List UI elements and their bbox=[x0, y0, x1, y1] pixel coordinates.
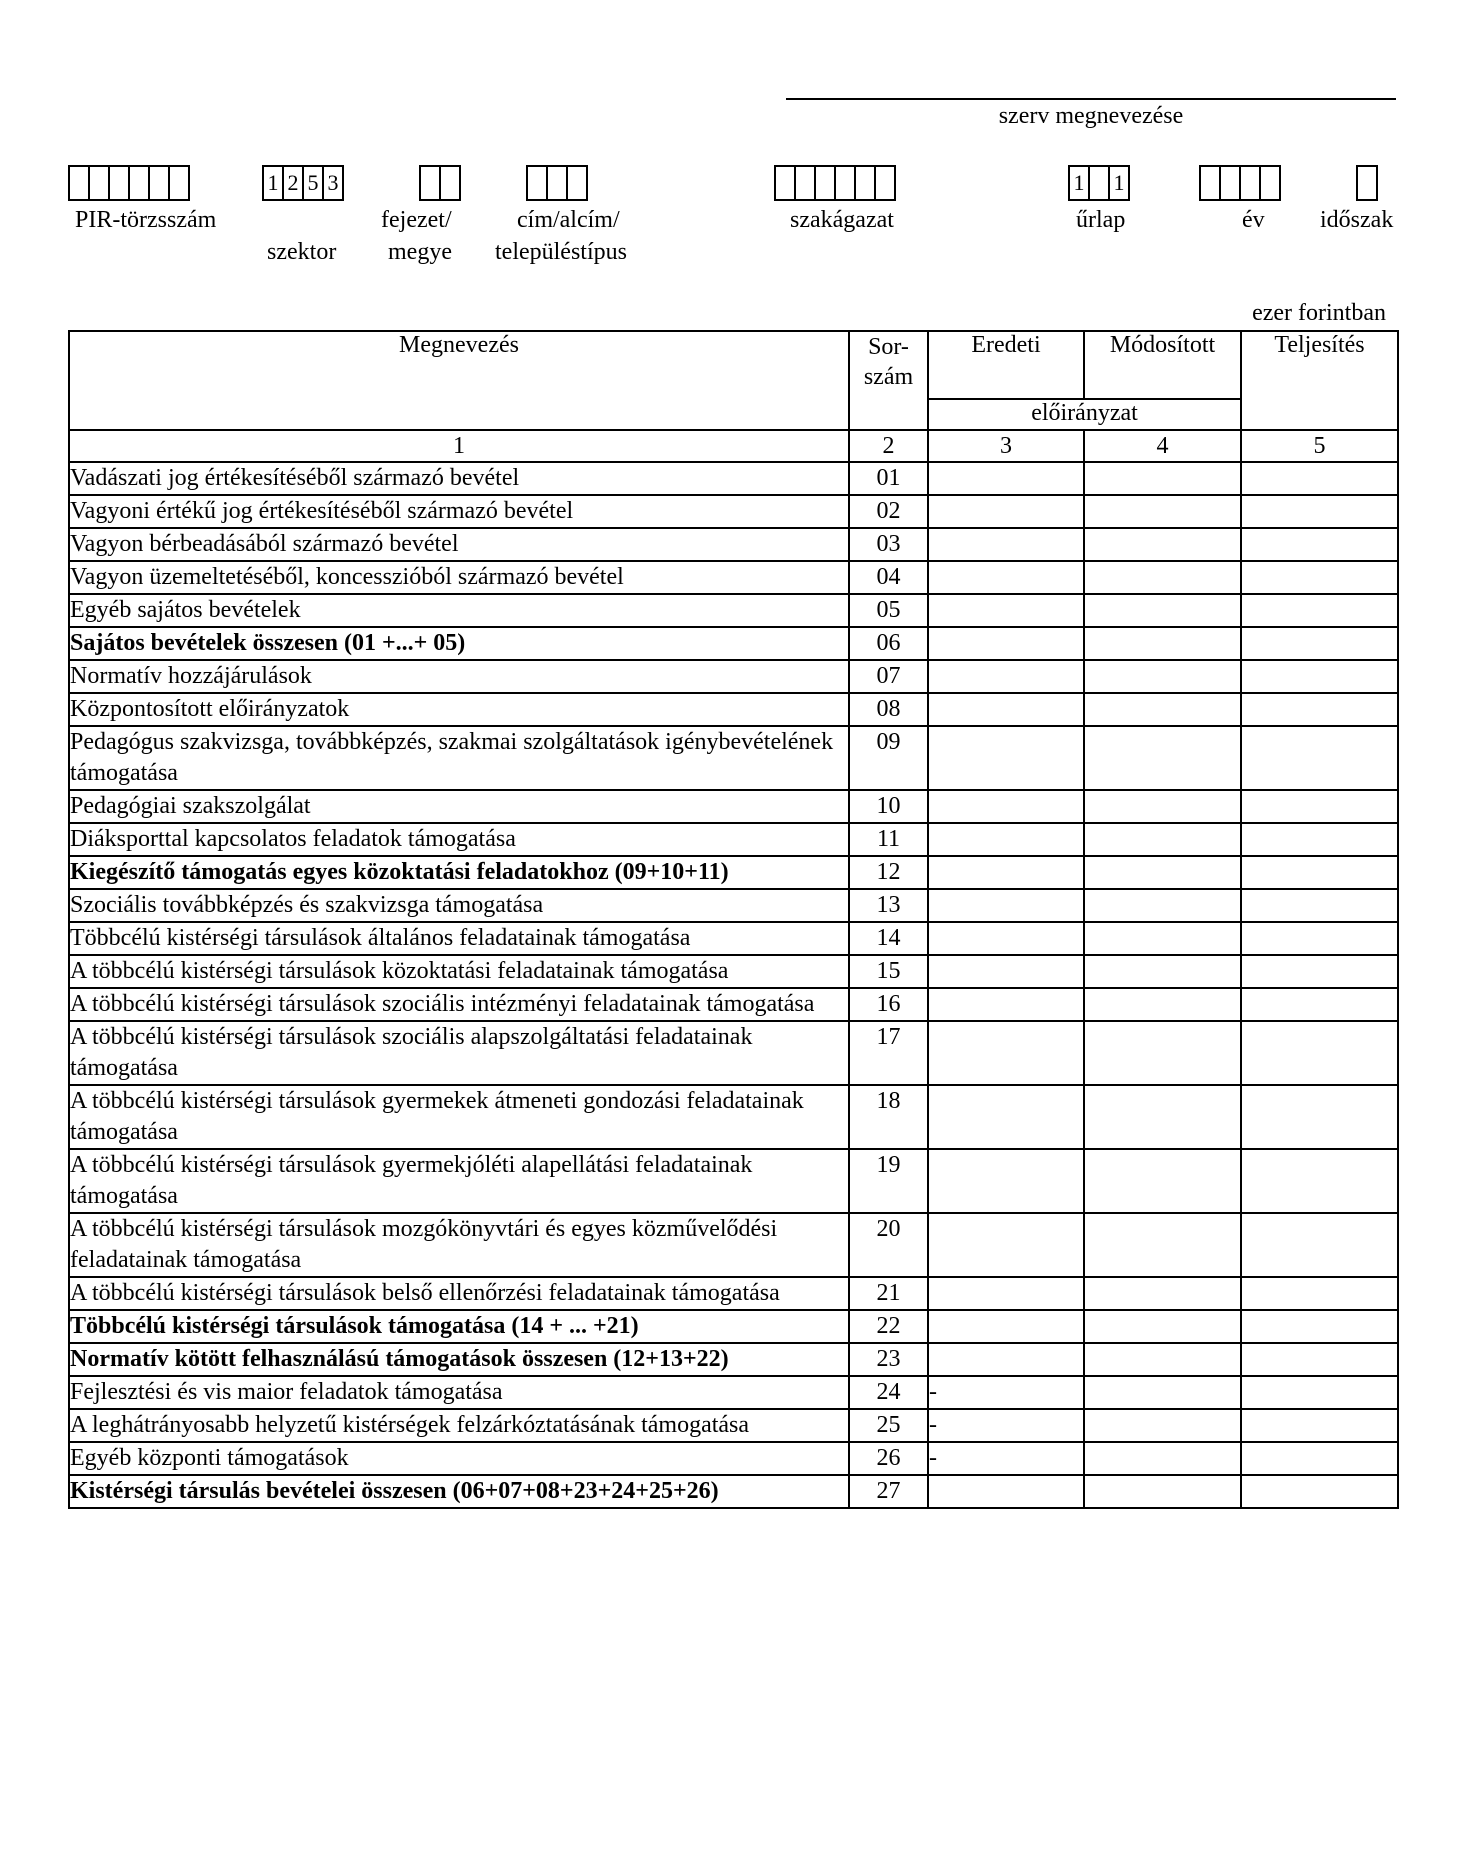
cell-modified[interactable] bbox=[1084, 1310, 1241, 1343]
row-number: 02 bbox=[849, 495, 928, 528]
year-boxes[interactable] bbox=[1199, 165, 1281, 201]
table-row bbox=[69, 528, 1398, 561]
row-number: 07 bbox=[849, 660, 928, 693]
sector-digit-box[interactable]: 1 bbox=[262, 165, 284, 201]
cell-performance[interactable] bbox=[1241, 1475, 1398, 1508]
cell-modified[interactable] bbox=[1084, 1376, 1241, 1409]
row-number: 27 bbox=[849, 1475, 928, 1508]
row-number: 18 bbox=[849, 1085, 928, 1149]
table-row bbox=[69, 1021, 1398, 1085]
row-name: Egyéb központi támogatások bbox=[69, 1442, 849, 1475]
cell-original[interactable] bbox=[928, 528, 1084, 561]
row-name: Többcélú kistérségi társulások általános feladatainak támogatása bbox=[69, 922, 849, 955]
cell-original[interactable] bbox=[928, 594, 1084, 627]
row-number: 09 bbox=[849, 726, 928, 790]
cell-original[interactable] bbox=[928, 1085, 1084, 1149]
cell-modified[interactable] bbox=[1084, 790, 1241, 823]
branch-digit-box[interactable] bbox=[834, 165, 856, 201]
table-row bbox=[69, 1475, 1398, 1508]
cell-original[interactable]: - bbox=[928, 1376, 1084, 1409]
cell-modified[interactable] bbox=[1084, 726, 1241, 790]
row-number: 21 bbox=[849, 1277, 928, 1310]
cell-performance[interactable] bbox=[1241, 1409, 1398, 1442]
table-row bbox=[69, 988, 1398, 1021]
col-header-name: Megnevezés bbox=[69, 331, 849, 430]
row-name: Vagyoni értékű jog értékesítéséből származó bevétel bbox=[69, 495, 849, 528]
cell-performance[interactable] bbox=[1241, 856, 1398, 889]
form-digit-box[interactable] bbox=[1088, 165, 1110, 201]
table-row bbox=[69, 1149, 1398, 1213]
row-number: 06 bbox=[849, 627, 928, 660]
cell-original[interactable] bbox=[928, 1343, 1084, 1376]
period-label: időszak bbox=[1320, 207, 1394, 233]
cell-performance[interactable] bbox=[1241, 660, 1398, 693]
row-name: Pedagógiai szakszolgálat bbox=[69, 790, 849, 823]
title-label-1: cím/alcím/ bbox=[517, 207, 620, 233]
row-name: Egyéb sajátos bevételek bbox=[69, 594, 849, 627]
row-name: A többcélú kistérségi társulások belső ellenőrzési feladatainak támogatása bbox=[69, 1277, 849, 1310]
row-name: A többcélú kistérségi társulások gyermekjóléti alapellátási feladatainak támogatása bbox=[69, 1149, 849, 1213]
table-row bbox=[69, 561, 1398, 594]
cell-performance[interactable] bbox=[1241, 594, 1398, 627]
cell-performance[interactable] bbox=[1241, 1343, 1398, 1376]
cell-modified[interactable] bbox=[1084, 1021, 1241, 1085]
row-number: 19 bbox=[849, 1149, 928, 1213]
branch-digit-box[interactable] bbox=[794, 165, 816, 201]
row-number: 16 bbox=[849, 988, 928, 1021]
title-digit-box[interactable] bbox=[526, 165, 548, 201]
table-row bbox=[69, 1409, 1398, 1442]
sector-boxes[interactable] bbox=[262, 165, 344, 201]
row-name: A többcélú kistérségi társulások mozgókönyvtári és egyes közművelődési feladatainak támogatása bbox=[69, 1213, 849, 1277]
row-number: 13 bbox=[849, 889, 928, 922]
org-name-label: szerv megnevezése bbox=[998, 103, 1184, 129]
title-digit-box[interactable] bbox=[566, 165, 588, 201]
cell-modified[interactable] bbox=[1084, 561, 1241, 594]
row-name: Pedagógus szakvizsga, továbbképzés, szakmai szolgáltatások igénybevételének támogatása bbox=[69, 726, 849, 790]
cell-performance[interactable] bbox=[1241, 495, 1398, 528]
row-number: 03 bbox=[849, 528, 928, 561]
row-name: A többcélú kistérségi társulások szociális intézményi feladatainak támogatása bbox=[69, 988, 849, 1021]
cell-original[interactable] bbox=[928, 1310, 1084, 1343]
row-name: Vadászati jog értékesítéséből származó bevétel bbox=[69, 462, 849, 495]
table-row bbox=[69, 462, 1398, 495]
col-header-original: Eredeti bbox=[928, 331, 1084, 399]
cell-original[interactable] bbox=[928, 726, 1084, 790]
row-number: 05 bbox=[849, 594, 928, 627]
cell-performance[interactable] bbox=[1241, 627, 1398, 660]
sector-digit-box[interactable]: 5 bbox=[302, 165, 324, 201]
col-number: 2 bbox=[849, 430, 928, 462]
cell-performance[interactable] bbox=[1241, 955, 1398, 988]
cell-original[interactable] bbox=[928, 1213, 1084, 1277]
year-digit-box[interactable] bbox=[1239, 165, 1261, 201]
sector-digit-box[interactable]: 2 bbox=[282, 165, 304, 201]
row-number: 12 bbox=[849, 856, 928, 889]
cell-original[interactable] bbox=[928, 856, 1084, 889]
table-row bbox=[69, 726, 1398, 790]
row-name: Kistérségi társulás bevételei összesen (06+07+08+23+24+25+26) bbox=[69, 1475, 849, 1508]
row-number: 22 bbox=[849, 1310, 928, 1343]
branch-boxes[interactable] bbox=[774, 165, 896, 201]
row-number: 15 bbox=[849, 955, 928, 988]
period-digit-box[interactable] bbox=[1356, 165, 1378, 201]
col-number: 5 bbox=[1241, 430, 1398, 462]
cell-original[interactable] bbox=[928, 660, 1084, 693]
table-row bbox=[69, 495, 1398, 528]
chapter-label-2: megye bbox=[388, 239, 452, 265]
table-row bbox=[69, 823, 1398, 856]
cell-performance[interactable] bbox=[1241, 1442, 1398, 1475]
cell-performance[interactable] bbox=[1241, 462, 1398, 495]
row-name: Normatív kötött felhasználású támogatások összesen (12+13+22) bbox=[69, 1343, 849, 1376]
cell-performance[interactable] bbox=[1241, 1376, 1398, 1409]
row-name: A leghátrányosabb helyzetű kistérségek felzárkóztatásának támogatása bbox=[69, 1409, 849, 1442]
row-name: Fejlesztési és vis maior feladatok támogatása bbox=[69, 1376, 849, 1409]
title-digit-box[interactable] bbox=[546, 165, 568, 201]
branch-digit-box[interactable] bbox=[854, 165, 876, 201]
form-digit-box[interactable]: 1 bbox=[1108, 165, 1130, 201]
table-row bbox=[69, 1085, 1398, 1149]
cell-modified[interactable] bbox=[1084, 856, 1241, 889]
row-name: Diáksporttal kapcsolatos feladatok támogatása bbox=[69, 823, 849, 856]
cell-performance[interactable] bbox=[1241, 726, 1398, 790]
cell-modified[interactable] bbox=[1084, 1213, 1241, 1277]
row-number: 24 bbox=[849, 1376, 928, 1409]
col-header-num-text: Sor-szám bbox=[863, 334, 914, 390]
table-row bbox=[69, 627, 1398, 660]
cell-performance[interactable] bbox=[1241, 1085, 1398, 1149]
table-row bbox=[69, 922, 1398, 955]
table-row bbox=[69, 889, 1398, 922]
cell-original[interactable] bbox=[928, 1277, 1084, 1310]
year-label: év bbox=[1242, 207, 1265, 233]
form-digit-box[interactable]: 1 bbox=[1068, 165, 1090, 201]
table-row bbox=[69, 1277, 1398, 1310]
row-number: 25 bbox=[849, 1409, 928, 1442]
row-number: 17 bbox=[849, 1021, 928, 1085]
cell-original[interactable] bbox=[928, 955, 1084, 988]
cell-original[interactable] bbox=[928, 922, 1084, 955]
cell-modified[interactable] bbox=[1084, 528, 1241, 561]
row-number: 11 bbox=[849, 823, 928, 856]
col-number: 4 bbox=[1084, 430, 1241, 462]
row-number: 23 bbox=[849, 1343, 928, 1376]
cell-performance[interactable] bbox=[1241, 823, 1398, 856]
cell-original[interactable] bbox=[928, 561, 1084, 594]
cell-modified[interactable] bbox=[1084, 1277, 1241, 1310]
cell-modified[interactable] bbox=[1084, 889, 1241, 922]
cell-performance[interactable] bbox=[1241, 922, 1398, 955]
col-header-performance: Teljesítés bbox=[1241, 331, 1398, 430]
row-name: A többcélú kistérségi társulások gyermekek átmeneti gondozási feladatainak támogatása bbox=[69, 1085, 849, 1149]
col-number: 3 bbox=[928, 430, 1084, 462]
row-name: A többcélú kistérségi társulások szociális alapszolgáltatási feladatainak támogatása bbox=[69, 1021, 849, 1085]
org-name-line[interactable] bbox=[786, 98, 1396, 100]
table-row bbox=[69, 1442, 1398, 1475]
table-row bbox=[69, 594, 1398, 627]
cell-modified[interactable] bbox=[1084, 462, 1241, 495]
cell-original[interactable]: - bbox=[928, 1442, 1084, 1475]
table-row bbox=[69, 790, 1398, 823]
sector-digit-box[interactable]: 3 bbox=[322, 165, 344, 201]
pir-digit-box[interactable] bbox=[168, 165, 190, 201]
table-row bbox=[69, 1213, 1398, 1277]
col-header-group: előirányzat bbox=[928, 399, 1241, 430]
cell-performance[interactable] bbox=[1241, 1149, 1398, 1213]
cell-original[interactable] bbox=[928, 823, 1084, 856]
form-label: űrlap bbox=[1076, 207, 1126, 233]
cell-performance[interactable] bbox=[1241, 1021, 1398, 1085]
cell-modified[interactable] bbox=[1084, 1149, 1241, 1213]
cell-performance[interactable] bbox=[1241, 561, 1398, 594]
branch-digit-box[interactable] bbox=[774, 165, 796, 201]
row-number: 01 bbox=[849, 462, 928, 495]
branch-label: szakágazat bbox=[790, 207, 894, 233]
cell-performance[interactable] bbox=[1241, 790, 1398, 823]
pir-digit-box[interactable] bbox=[68, 165, 90, 201]
cell-modified[interactable] bbox=[1084, 922, 1241, 955]
row-name: Vagyon üzemeltetéséből, koncesszióból származó bevétel bbox=[69, 561, 849, 594]
branch-digit-box[interactable] bbox=[814, 165, 836, 201]
pir-boxes[interactable] bbox=[68, 165, 190, 201]
cell-performance[interactable] bbox=[1241, 528, 1398, 561]
table-row bbox=[69, 1343, 1398, 1376]
title-boxes[interactable] bbox=[526, 165, 588, 201]
table-row bbox=[69, 693, 1398, 726]
cell-performance[interactable] bbox=[1241, 889, 1398, 922]
cell-modified[interactable] bbox=[1084, 1475, 1241, 1508]
cell-modified[interactable] bbox=[1084, 955, 1241, 988]
cell-modified[interactable] bbox=[1084, 1409, 1241, 1442]
pir-digit-box[interactable] bbox=[108, 165, 130, 201]
cell-modified[interactable] bbox=[1084, 1442, 1241, 1475]
table-row bbox=[69, 1376, 1398, 1409]
cell-modified[interactable] bbox=[1084, 693, 1241, 726]
cell-modified[interactable] bbox=[1084, 495, 1241, 528]
cell-performance[interactable] bbox=[1241, 1310, 1398, 1343]
year-digit-box[interactable] bbox=[1219, 165, 1241, 201]
row-name: Többcélú kistérségi társulások támogatása (14 + ... +21) bbox=[69, 1310, 849, 1343]
cell-performance[interactable] bbox=[1241, 1213, 1398, 1277]
chapter-label-1: fejezet/ bbox=[381, 207, 452, 233]
row-name: Vagyon bérbeadásából származó bevétel bbox=[69, 528, 849, 561]
cell-modified[interactable] bbox=[1084, 627, 1241, 660]
cell-performance[interactable] bbox=[1241, 693, 1398, 726]
unit-label: ezer forintban bbox=[1252, 300, 1386, 326]
revenue-table bbox=[68, 330, 1399, 1509]
row-name: Szociális továbbképzés és szakvizsga támogatása bbox=[69, 889, 849, 922]
chapter-boxes[interactable] bbox=[419, 165, 461, 201]
cell-modified[interactable] bbox=[1084, 988, 1241, 1021]
cell-original[interactable] bbox=[928, 1475, 1084, 1508]
pir-digit-box[interactable] bbox=[148, 165, 170, 201]
row-name: Normatív hozzájárulások bbox=[69, 660, 849, 693]
table-row bbox=[69, 660, 1398, 693]
row-name: Sajátos bevételek összesen (01 +...+ 05) bbox=[69, 627, 849, 660]
pir-digit-box[interactable] bbox=[88, 165, 110, 201]
year-digit-box[interactable] bbox=[1259, 165, 1281, 201]
cell-performance[interactable] bbox=[1241, 988, 1398, 1021]
row-number: 14 bbox=[849, 922, 928, 955]
table-row bbox=[69, 1310, 1398, 1343]
form-boxes[interactable] bbox=[1068, 165, 1130, 201]
cell-modified[interactable] bbox=[1084, 823, 1241, 856]
branch-digit-box[interactable] bbox=[874, 165, 896, 201]
row-number: 10 bbox=[849, 790, 928, 823]
col-number: 1 bbox=[69, 430, 849, 462]
row-number: 04 bbox=[849, 561, 928, 594]
cell-original[interactable] bbox=[928, 889, 1084, 922]
row-number: 26 bbox=[849, 1442, 928, 1475]
col-header-modified: Módosított bbox=[1084, 331, 1241, 399]
row-number: 20 bbox=[849, 1213, 928, 1277]
row-name: Központosított előirányzatok bbox=[69, 693, 849, 726]
cell-original[interactable] bbox=[928, 462, 1084, 495]
cell-modified[interactable] bbox=[1084, 660, 1241, 693]
table-row bbox=[69, 955, 1398, 988]
pir-label: PIR-törzsszám bbox=[75, 207, 217, 233]
row-number: 08 bbox=[849, 693, 928, 726]
cell-performance[interactable] bbox=[1241, 1277, 1398, 1310]
row-name: A többcélú kistérségi társulások közoktatási feladatainak támogatása bbox=[69, 955, 849, 988]
title-label-2: településtípus bbox=[495, 239, 627, 265]
cell-original[interactable]: - bbox=[928, 1409, 1084, 1442]
cell-original[interactable] bbox=[928, 1149, 1084, 1213]
year-digit-box[interactable] bbox=[1199, 165, 1221, 201]
period-boxes[interactable] bbox=[1356, 165, 1378, 201]
cell-modified[interactable] bbox=[1084, 1343, 1241, 1376]
cell-modified[interactable] bbox=[1084, 1085, 1241, 1149]
cell-original[interactable] bbox=[928, 693, 1084, 726]
cell-modified[interactable] bbox=[1084, 594, 1241, 627]
table-row bbox=[69, 856, 1398, 889]
cell-original[interactable] bbox=[928, 627, 1084, 660]
chapter-digit-box[interactable] bbox=[419, 165, 441, 201]
cell-original[interactable] bbox=[928, 988, 1084, 1021]
chapter-digit-box[interactable] bbox=[439, 165, 461, 201]
row-name: Kiegészítő támogatás egyes közoktatási feladatokhoz (09+10+11) bbox=[69, 856, 849, 889]
col-header-num bbox=[849, 331, 928, 430]
cell-original[interactable] bbox=[928, 790, 1084, 823]
sector-label: szektor bbox=[267, 239, 337, 265]
cell-original[interactable] bbox=[928, 495, 1084, 528]
cell-original[interactable] bbox=[928, 1021, 1084, 1085]
pir-digit-box[interactable] bbox=[128, 165, 150, 201]
